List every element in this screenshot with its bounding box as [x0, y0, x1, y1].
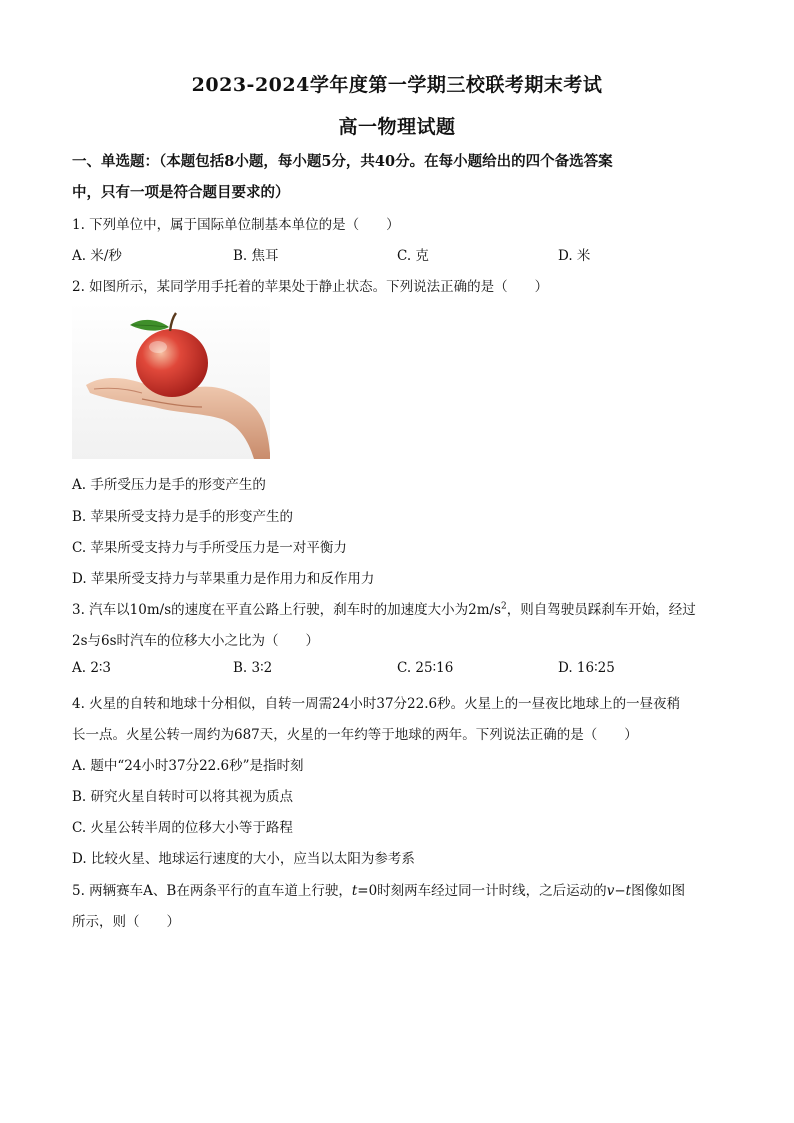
q3-superscript: 2	[501, 601, 507, 612]
question-4-option-d[interactable]: D. 比较火星、地球运行速度的大小，应当以太阳为参考系	[72, 851, 415, 867]
option-c[interactable]: C. 25∶16	[397, 660, 454, 676]
exam-title: 2023-2024学年度第一学期三校联考期末考试	[191, 74, 603, 96]
apple-on-hand-figure	[72, 303, 270, 459]
q3-stem-part-a: 3. 汽车以10m/s的速度在平直公路上行驶，刹车时的加速度大小为2m/s	[72, 602, 501, 618]
q3-stem-part-b: ，则自驾驶员踩刹车开始，经过	[506, 602, 696, 618]
q5-stem-part-b: =0时刻两车经过同一计时线，之后运动的	[357, 883, 607, 899]
q5-var-v: v	[606, 883, 615, 899]
question-4-stem-line1: 4. 火星的自转和地球十分相似，自转一周需24小时37分22.6秒。火星上的一昼夜比地球上的一昼夜稍	[72, 696, 681, 712]
option-a[interactable]: A. 2∶3	[72, 660, 112, 676]
question-4-option-a[interactable]: A. 题中“24小时37分22.6秒”是指时刻	[72, 758, 304, 774]
q5-stem-part-a: 5. 两辆赛车A、B在两条平行的直车道上行驶，	[72, 883, 352, 899]
question-1-stem: 1. 下列单位中，属于国际单位制基本单位的是（ ）	[72, 217, 400, 233]
q5-var-t: t	[351, 883, 358, 899]
question-4-option-c[interactable]: C. 火星公转半周的位移大小等于路程	[72, 820, 293, 836]
question-2-option-b[interactable]: B. 苹果所受支持力是手的形变产生的	[72, 509, 294, 525]
question-5-stem-line2: 所示，则（ ）	[72, 914, 180, 930]
question-3-stem-line1	[72, 598, 696, 618]
option-b[interactable]: B. 3∶2	[233, 660, 273, 676]
question-4-option-b[interactable]: B. 研究火星自转时可以将其视为质点	[72, 789, 294, 805]
question-3-stem-line2: 2s与6s时汽车的位移大小之比为（ ）	[72, 633, 320, 649]
question-2-option-a[interactable]: A. 手所受压力是手的形变产生的	[72, 477, 266, 493]
option-a[interactable]: A. 米/秒	[72, 248, 122, 264]
exam-subtitle: 高一物理试题	[338, 116, 456, 138]
option-b[interactable]: B. 焦耳	[233, 248, 279, 264]
question-4-stem-line2: 长一点。火星公转一周约为687天，火星的一年约等于地球的两年。下列说法正确的是（ ）	[72, 727, 638, 743]
option-d[interactable]: D. 16∶25	[558, 660, 615, 676]
option-d[interactable]: D. 米	[558, 248, 591, 264]
q5-dash: −	[614, 883, 626, 899]
q5-var-t2: t	[625, 883, 632, 899]
option-c[interactable]: C. 克	[397, 248, 429, 264]
section-instructions-line1: 一、单选题：（本题包括8小题，每小题5分，共40分。在每小题给出的四个备选答案	[72, 153, 613, 170]
section-instructions-line2: 中，只有一项是符合题目要求的）	[72, 184, 290, 201]
question-2-option-c[interactable]: C. 苹果所受支持力与手所受压力是一对平衡力	[72, 540, 347, 556]
question-5-stem-line1	[72, 879, 685, 899]
question-2-stem: 2. 如图所示，某同学用手托着的苹果处于静止状态。下列说法正确的是（ ）	[72, 279, 549, 295]
q5-stem-part-c: 图像如图	[631, 883, 686, 899]
question-2-option-d[interactable]: D. 苹果所受支持力与苹果重力是作用力和反作用力	[72, 571, 375, 587]
